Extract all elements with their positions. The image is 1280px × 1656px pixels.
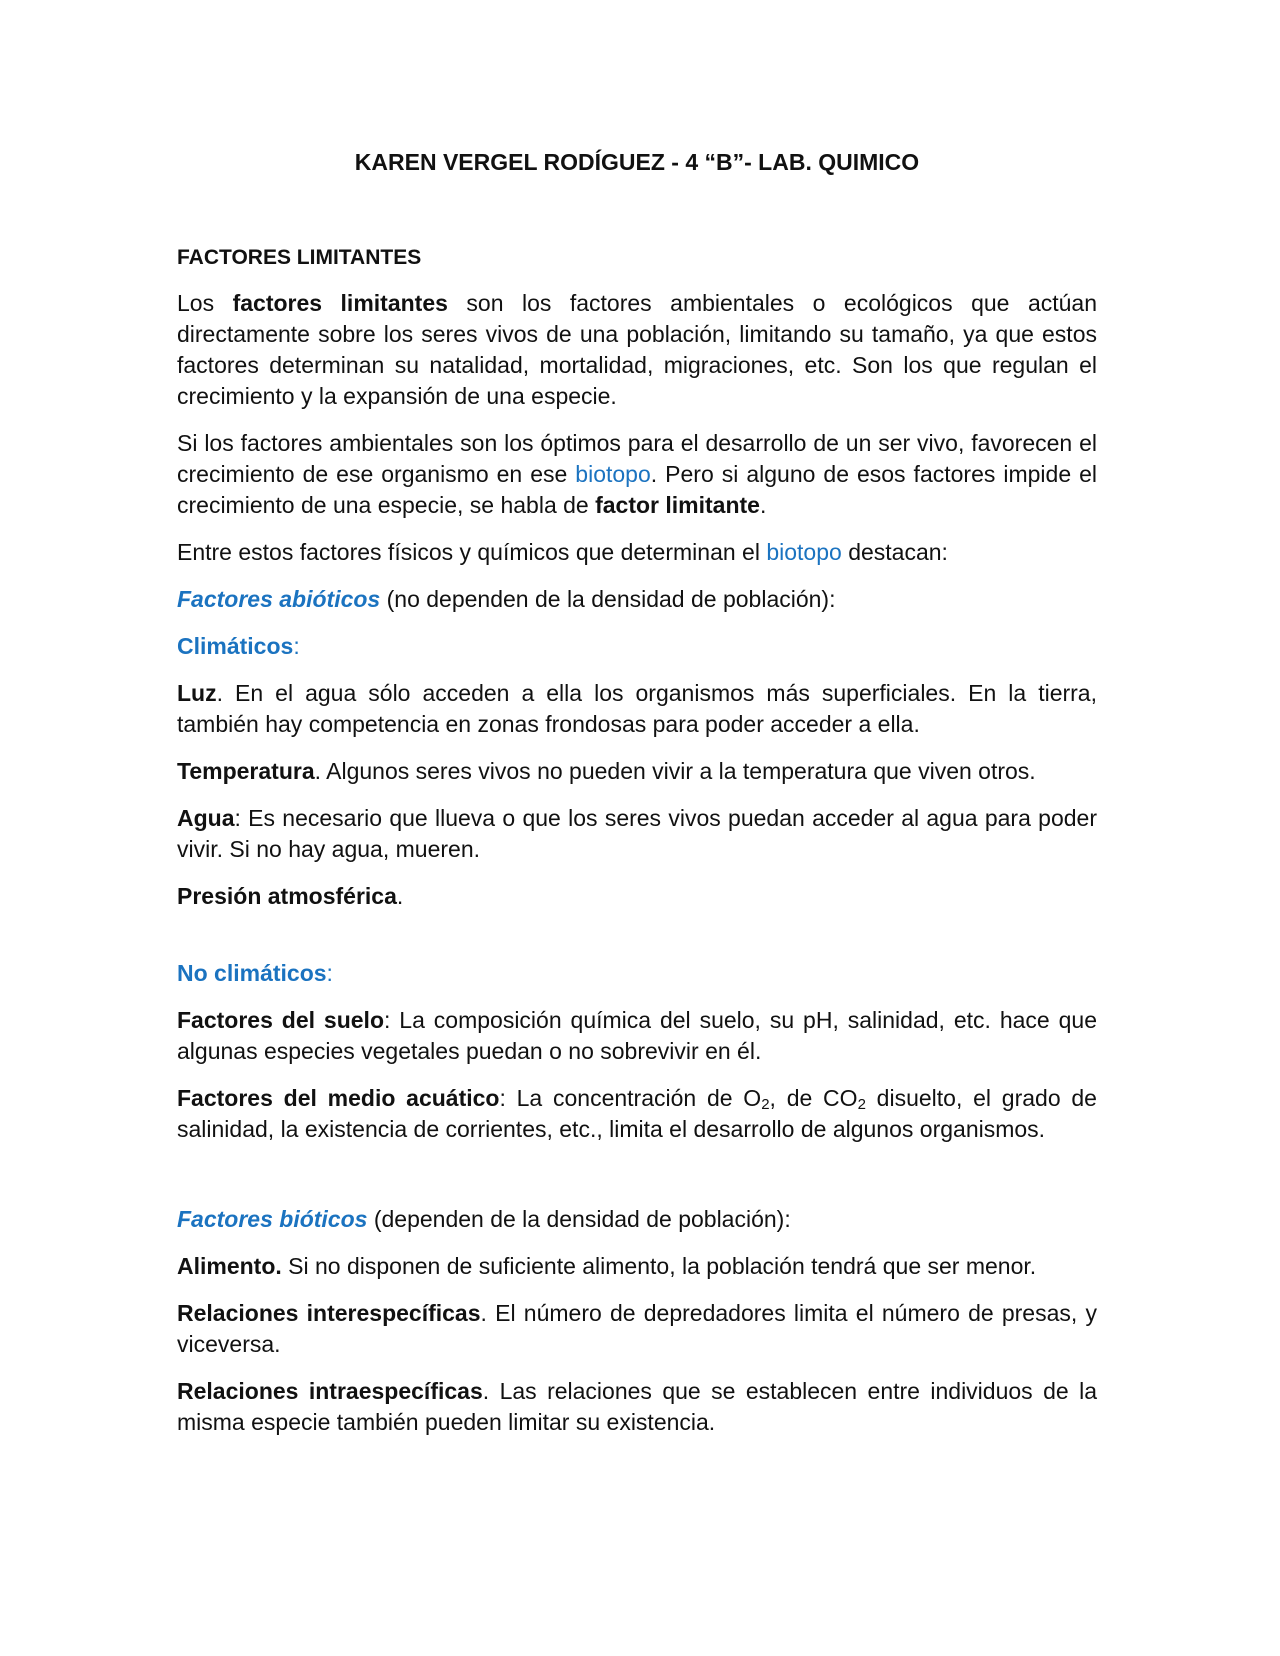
bold-term: factor limitante [595, 492, 760, 518]
text: . [759, 492, 767, 518]
item-presion [177, 881, 1097, 912]
text: Los [177, 290, 233, 316]
bold-term: Factores del suelo [177, 1007, 384, 1033]
text: . [396, 883, 404, 909]
text: Entre estos factores físicos y químicos que determinan el [177, 539, 767, 565]
item-interespecificas [177, 1298, 1097, 1360]
subscript: 2 [761, 1096, 770, 1113]
text: disuelto, el grado de salinidad, la existencia de corrientes, etc., limita el desarrollo de algunos organismos. [177, 1085, 1097, 1142]
text: , de CO [769, 1085, 858, 1111]
bold-term: Temperatura [177, 758, 315, 784]
bold-term: Presión atmosférica [177, 883, 397, 909]
noclimaticos-label: No climáticos [177, 960, 327, 986]
item-agua [177, 803, 1097, 865]
bold-term: factores limitantes [232, 290, 448, 316]
text: . En el agua sólo acceden a ella los organismos más superficiales. En la tierra, también hay competencia en zonas frondosas para poder acceder a ella. [177, 680, 1097, 737]
text: destacan: [841, 539, 948, 565]
text: : La composición química del suelo, su pH, salinidad, etc. hace que algunas especies vegetales puedan o no sobrevivir en él. [177, 1007, 1097, 1064]
section-heading: FACTORES LIMITANTES [177, 246, 422, 269]
text: Si no disponen de suficiente alimento, la población tendrá que ser menor. [281, 1253, 1037, 1279]
text: : [326, 960, 333, 986]
paragraph-optimos [177, 428, 1097, 521]
spacer [177, 912, 1097, 958]
item-alimento [177, 1251, 1097, 1282]
bold-term: Factores del medio acuático [177, 1085, 500, 1111]
text: . Las relaciones que se establecen entre individuos de la misma especie también pueden limitar su existencia. [177, 1378, 1097, 1435]
noclimaticos-heading [177, 958, 1097, 989]
text: . Pero si alguno de esos factores impide el crecimiento de una especie, se habla de [177, 461, 1098, 518]
text: : [293, 633, 300, 659]
paragraph-intro [177, 288, 1097, 412]
biotopo-link[interactable]: biotopo [766, 539, 842, 565]
bioticos-heading [177, 1204, 1097, 1235]
text: . El número de depredadores limita el número de presas, y viceversa. [177, 1300, 1097, 1357]
page-title: KAREN VERGEL RODÍGUEZ - 4 “B”- LAB. QUIMICO [354, 149, 920, 175]
item-intraespecificas [177, 1376, 1097, 1438]
item-luz [177, 678, 1097, 740]
text: : La concentración de O [499, 1085, 762, 1111]
biotopo-link[interactable]: biotopo [575, 461, 651, 487]
abioticos-heading [177, 584, 1097, 615]
text: son los factores ambientales o ecológicos que actúan directamente sobre los seres vivos de una población, limitando su tamaño, ya que estos factores determinan su natalidad, mortalidad, migraciones, etc. Son los que regulan el crecimiento y la expansión de una especie. [177, 290, 1097, 409]
abioticos-label: Factores abióticos [177, 586, 381, 612]
bold-term: Agua [177, 805, 235, 831]
subscript: 2 [857, 1096, 866, 1113]
item-acuatico [177, 1083, 1097, 1145]
text: (dependen de la densidad de población): [367, 1206, 791, 1232]
spacer [177, 1145, 1097, 1204]
bioticos-label: Factores bióticos [177, 1206, 368, 1232]
text: : Es necesario que llueva o que los seres vivos puedan acceder al agua para poder vivir. Si no hay agua, mueren. [177, 805, 1097, 862]
bold-term: Luz [177, 680, 217, 706]
text: (no dependen de la densidad de población): [380, 586, 836, 612]
text: . Algunos seres vivos no pueden vivir a la temperatura que viven otros. [314, 758, 1036, 784]
bold-term: Relaciones intraespecíficas [177, 1378, 483, 1404]
document-body [177, 244, 1097, 1438]
climaticos-heading [177, 631, 1097, 662]
text: Si los factores ambientales son los óptimos para el desarrollo de un ser vivo, favorecen el crecimiento de ese organismo en ese [177, 430, 1097, 487]
paragraph-destacan [177, 537, 1097, 568]
item-temperatura [177, 756, 1097, 787]
item-suelo [177, 1005, 1097, 1067]
climaticos-label: Climáticos [177, 633, 294, 659]
bold-term: Alimento. [177, 1253, 282, 1279]
bold-term: Relaciones interespecíficas [177, 1300, 481, 1326]
